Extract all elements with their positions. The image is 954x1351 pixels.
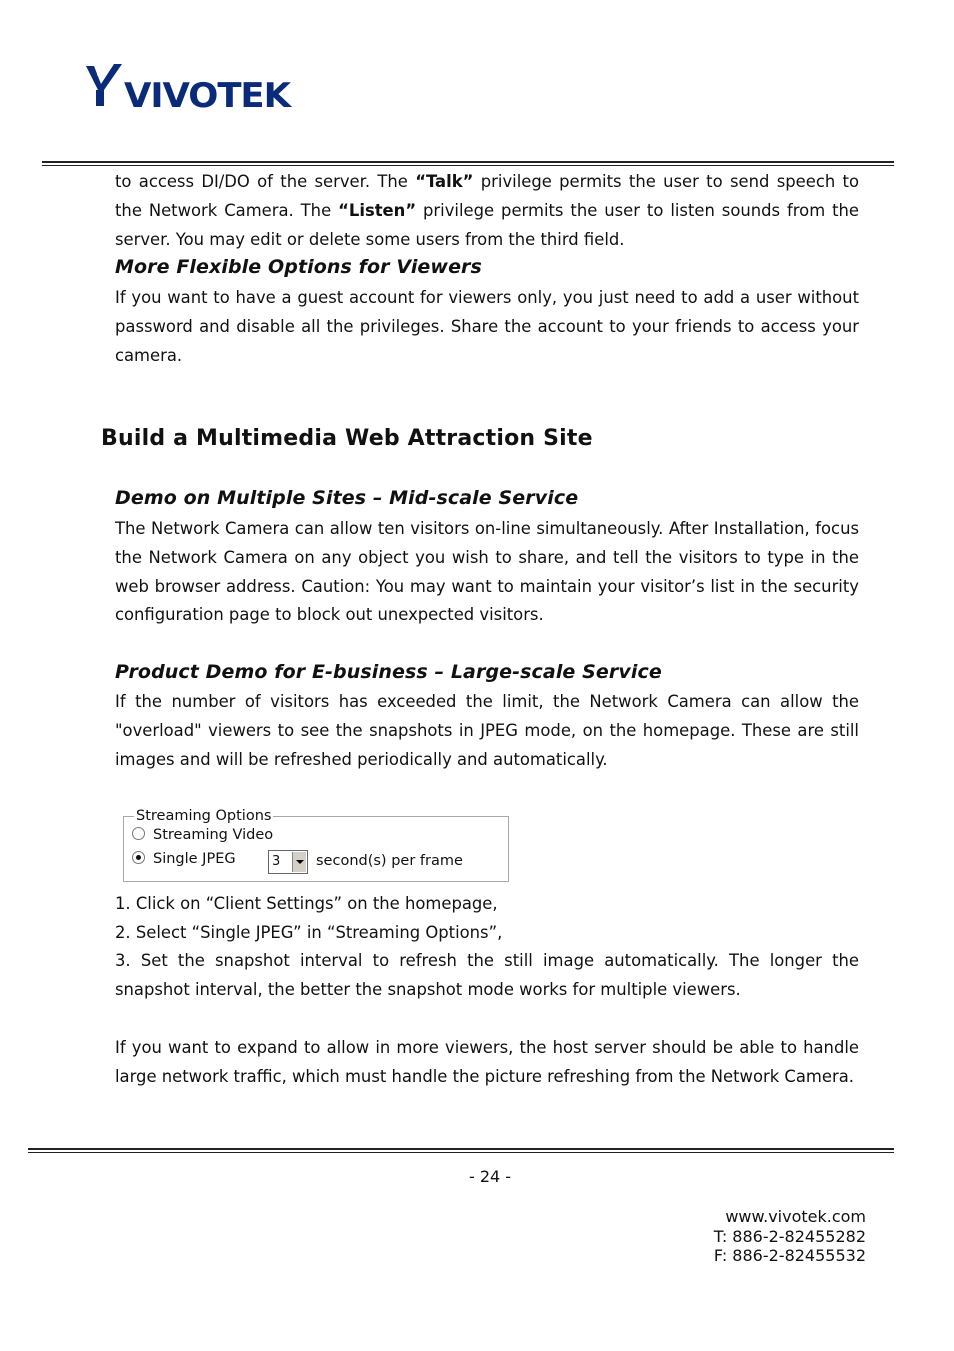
- header-rule: [42, 161, 894, 166]
- interval-select[interactable]: [268, 850, 308, 874]
- intro-text: privilege permits the user to send speech to the Network Camera. The: [115, 172, 859, 220]
- expand-paragraph: If you want to expand to allow in more viewers, the host server should be able to handle large network traffic, which must handle the picture refreshing from the Network Camera.: [115, 1038, 859, 1086]
- demo-heading: Demo on Multiple Sites – Mid-scale Service: [115, 487, 579, 509]
- streaming-options-legend: Streaming Options: [136, 808, 272, 824]
- talk-term: “Talk”: [415, 172, 474, 191]
- svg-text:VIVOTEK: VIVOTEK: [124, 76, 293, 114]
- phone-number: T: 886-2-82455282: [713, 1226, 866, 1246]
- fax-number: F: 886-2-82455532: [713, 1246, 866, 1265]
- ebusiness-paragraph: If the number of visitors has exceeded the limit, the Network Camera can allow the "overload" viewers to see the snapshots in JPEG mode, on the homepage. These are still images and will be refreshed periodically and automatically.: [115, 692, 859, 769]
- interval-unit-label: second(s) per frame: [316, 853, 463, 869]
- intro-text: privilege permits the user to listen sounds from the server. You may edit or delete some users from the third field.: [115, 200, 860, 249]
- step-2: 2. Select “Single JPEG” in “Streaming Options”,: [115, 923, 503, 942]
- intro-text: to access DI/DO of the server. The: [115, 172, 416, 191]
- streaming-video-label: Streaming Video: [153, 827, 274, 843]
- interval-value: 3: [272, 854, 281, 869]
- page-number: - 24 -: [468, 1167, 512, 1186]
- section-title: Build a Multimedia Web Attraction Site: [101, 426, 593, 451]
- chevron-down-icon[interactable]: [292, 852, 306, 872]
- step-1: 1. Click on “Client Settings” on the homepage,: [115, 894, 498, 913]
- radio-checked-icon[interactable]: [132, 851, 145, 864]
- radio-unchecked-icon[interactable]: [132, 827, 145, 840]
- demo-paragraph: The Network Camera can allow ten visitors on-line simultaneously. After Installation, focus the Network Camera on any object you wish to share, and tell the visitors to type in the web browser address. Caution: You may want to maintain your visitor’s list in the security configuration page to block out unexpected visitors.: [115, 519, 859, 625]
- flexible-paragraph: If you want to have a guest account for viewers only, you just need to add a user without password and disable all the privileges. Share the account to your friends to access your camera.: [115, 288, 859, 365]
- flexible-heading: More Flexible Options for Viewers: [115, 256, 482, 278]
- ebusiness-heading: Product Demo for E-business – Large-scale Service: [115, 661, 662, 683]
- single-jpeg-option[interactable]: [132, 850, 236, 868]
- website-link[interactable]: www.vivotek.com: [725, 1207, 866, 1226]
- vivotek-logo: [84, 60, 294, 114]
- single-jpeg-label: Single JPEG: [153, 851, 236, 867]
- listen-term: “Listen”: [338, 200, 417, 220]
- contact-info: [714, 1207, 866, 1266]
- footer-rule: [28, 1148, 894, 1153]
- intro-paragraph: [115, 168, 859, 254]
- streaming-options-panel: [118, 804, 512, 886]
- step-3: 3. Set the snapshot interval to refresh the still image automatically. The longer the snapshot interval, the better the snapshot mode works for multiple viewers.: [115, 951, 859, 999]
- streaming-video-option[interactable]: [132, 826, 273, 844]
